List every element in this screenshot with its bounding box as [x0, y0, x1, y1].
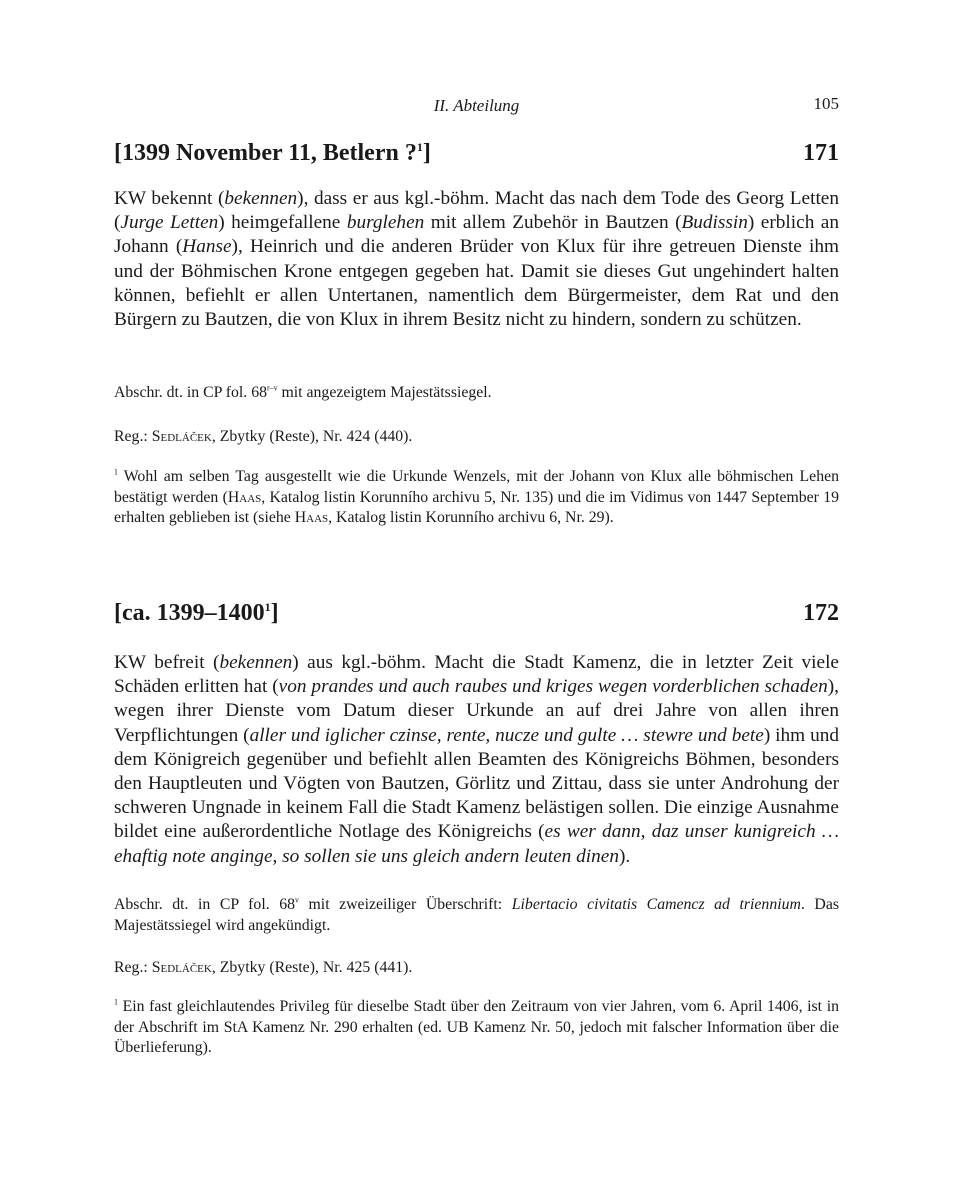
entry-171-number: 171: [803, 140, 839, 166]
entry-171-date: [1399 November 11, Betlern ?$^1$]: [114, 140, 431, 166]
entry-172-date: [ca. 1399–1400$^1$]: [114, 600, 279, 626]
entry-172-number: 172: [803, 600, 839, 626]
entry-171-footnote: $^1$ Wohl am selben Tag ausgestellt wie die Urkunde Wenzels, mit der Johann von Klux alle böhmischen Lehen bestätigt werden (Haas, Katalog listin Korunního archivu 5, Nr. 135) und die im Vidimus von 1447 September 19 erhalten geblieben ist (siehe Haas, Katalog listin Korunního archivu 6, Nr. 29).: [114, 467, 840, 526]
footnote-ref: 1: [416, 140, 423, 154]
running-title: II. Abteilung: [433, 96, 520, 115]
page-number: 105: [813, 94, 839, 113]
entry-171-heading: [114, 140, 839, 174]
running-head: [114, 94, 839, 118]
entry-171-regest: KW bekennt (bekennen), dass er aus kgl.-böhm. Macht das nach dem Tode des Georg Letten (Jurge Letten) heimgefallene burglehen mit allem Zubehör in Bautzen (Budissin) erblich an Johann (Hanse), Heinrich und die anderen Brüder von Klux für ihre getreuen Dienste ihm und der Böhmischen Krone entgegen gegeben hat. Damit sie dieses Gut ungehindert halten können, befiehlt er allen Untertanen, namentlich dem Bürgermeister, dem Rat und den Bürgern zu Bautzen, die von Klux in ihrem Besitz nicht zu hindern, sondern zu schützen.: [114, 188, 839, 331]
footnote-ref: 1: [264, 600, 271, 614]
entry-172-heading: [114, 600, 839, 634]
entry-172-transmission: Abschr. dt. in CP fol. 68$^v$ mit zweizeiliger Überschrift: Libertacio civitatis Camencz ad triennium. Das Majestätssiegel wird angekündigt.: [114, 895, 839, 934]
entry-172-regest-ref: Reg.: Sedláček, Zbytky (Reste), Nr. 425 (441).: [114, 959, 413, 976]
entry-171-transmission: Abschr. dt. in CP fol. 68$^{r-v}$ mit angezeigtem Majestätssiegel.: [114, 383, 492, 401]
entry-171-regest-ref: Reg.: Sedláček, Zbytky (Reste), Nr. 424 (440).: [114, 428, 413, 445]
entry-172-footnote: $^1$ Ein fast gleichlautendes Privileg für dieselbe Stadt über den Zeitraum von vier Jahren, vom 6. April 1406, ist in der Abschrift im StA Kamenz Nr. 290 erhalten (ed. UB Kamenz Nr. 50, jedoch mit falscher Information über die Überlieferung).: [114, 997, 839, 1056]
entry-172-regest: KW befreit (bekennen) aus kgl.-böhm. Macht die Stadt Kamenz, die in letzter Zeit viele Schäden erlitten hat (von prandes und auch raubes und kriges wegen vorderblichen schaden), wegen ihrer Dienste vom Datum dieser Urkunde an auf drei Jahre von allen ihren Verpflichtungen (aller und iglicher czinse, rente, nucze und gulte … stewre und bete) ihm und dem Königreich gegenüber und befiehlt allen Beamten des Königreichs Böhmen, besonders den Hauptleuten und Vögten von Bautzen, Görlitz und Zittau, dass sie unter Androhung der schweren Ungnade in keinem Fall die Stadt Kamenz belästigen sollen. Die einzige Ausnahme bildet eine außerordentliche Notlage des Königreichs (es wer dann, daz unser kunigreich … ehaftig note anginge, so sollen sie uns gleich andern leuten dinen).: [114, 652, 839, 867]
